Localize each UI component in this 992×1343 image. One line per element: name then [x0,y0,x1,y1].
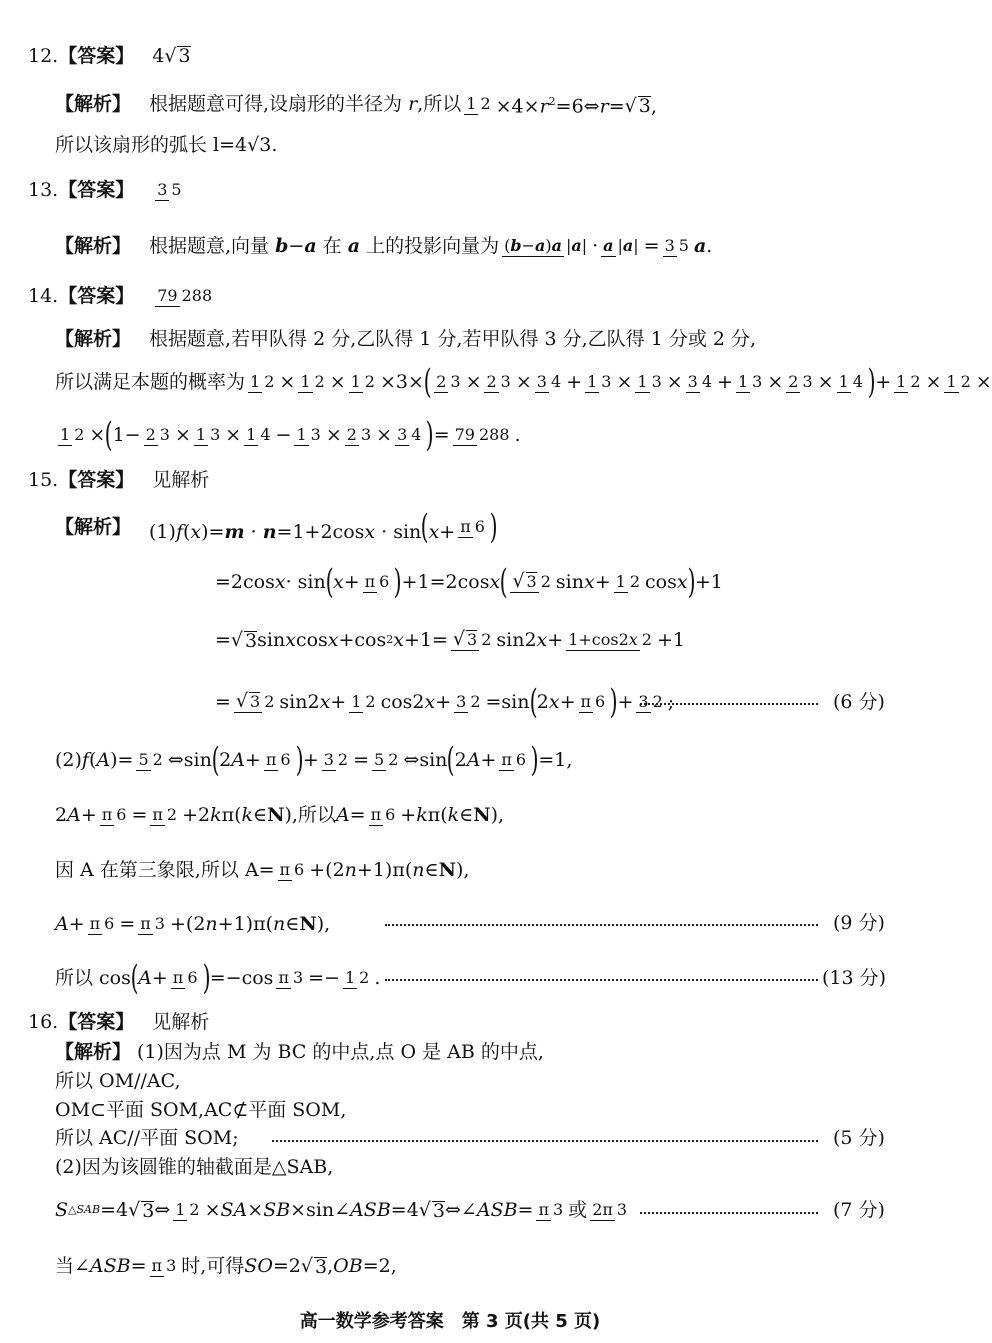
q13-analysis-line: 【解析】 根据题意,向量 b−a 在 a 上的投影向量为 (b−a)a |a| · a |a| = 3 5 a. [55,235,713,257]
q12-answer-line [28,44,191,68]
q12-line2: 所以该扇形的弧长 l=4√3. [55,134,278,156]
analysis-label: 【解析】 [55,1041,132,1063]
q15-answer-line [28,468,209,492]
answer-label: 【答案】 [58,1011,135,1033]
q16-line6: S △SAB =4 √ 3 ⇔ 1 2 × SA × SB ×sin∠ ASB =4 √ 3 ⇔∠ ASB = π 3 或 2π 3 [55,1199,628,1222]
q16-line3: OM⊂平面 SOM,AC⊄平面 SOM, [55,1099,347,1121]
score-13: (13 分) [822,967,887,989]
q14-analysis-line [55,327,756,351]
q16-analysis-line: 【解析】 (1)因为点 M 为 BC 的中点,点 O 是 AB 的中点, [55,1041,544,1063]
score-6: (6 分) [833,691,885,713]
q15-part2-line3: 因 A 在第三象限,所以 A= π 6 +(2 n +1)π( n ∈ N ), [55,859,470,881]
dot-leader [640,703,818,705]
q15-step2: =2cos x · sin ( x + π 6 ) +1=2cos x ( √ 3 2 sin x + 1 2 cos x ) +1 [215,562,723,602]
page-footer: 高一数学参考答案 第 3 页(共 5 页) [299,1311,601,1332]
analysis-label: 【解析】 [55,328,132,350]
q12-number: 12. [28,45,59,67]
q12-expr: ×4×r2=6⇔r=√ 3, [495,94,657,118]
score-9: (9 分) [833,912,885,934]
q12-analysis-line [55,84,657,124]
q14-formula-line2: 1 2 × ( 1− 2 3 × 1 3 × 1 4 − 1 3 × 2 3 × 3 4 ) = 79 288 . [60,415,521,455]
answer-label: 【答案】 [58,179,135,201]
q13-answer: 3 5 [157,180,182,199]
q16-answer: 见解析 [152,1011,210,1033]
q12-analysis-text: 根据题意可得,设扇形的半径为 r,所以 [149,93,462,115]
q15-part2-line5: 所以 cos ( A + π 6 ) =−cos π 3 =− 1 2 . [55,958,381,998]
q15-part2-line2: 2 A + π 6 = π 2 +2 k π( k ∈ N ),所以 A = π 6 + k π( k ∈ N ), [55,804,505,826]
q16-line2: 所以 OM//AC, [55,1070,181,1092]
q16-line5: (2)因为该圆锥的轴截面是△SAB, [55,1156,334,1178]
fraction: 1 2 [466,94,491,113]
dot-leader [385,979,818,981]
fraction: a |a| [603,236,639,255]
score-5: (5 分) [833,1127,885,1149]
q13-analysis-text: 根据题意,向量 b−a 在 a 上的投影向量为 [149,235,500,257]
dot-leader [640,1212,818,1214]
q13-answer-line [28,170,187,210]
q15-step4: = √ 3 2 sin2 x + 1 2 cos2 x + 3 2 =sin ( 2 x + π 6 ) + 3 2 ; [215,682,675,722]
analysis-label: 【解析】 [55,93,132,115]
answer-label: 【答案】 [58,469,135,491]
analysis-label: 【解析】 [55,516,132,538]
q16-number: 16. [28,1011,59,1033]
q15-step1: 【解析】 (1)f(x)=m · n=1+2cosx · sin(x+ π 6 ) [55,507,498,547]
q15-part2: (2) f ( A )= 5 2 ⇔sin ( 2 A + π 6 ) + 3 2 = 5 2 ⇔sin ( 2 A + π 6 ) =1, [55,740,573,780]
q16-line4: 所以 AC//平面 SOM; [55,1127,239,1149]
answer-label: 【答案】 [58,285,135,307]
fraction: (b−a)a |a| [504,236,588,255]
dot-leader [385,924,818,926]
q14-formula-line1: 所以满足本题的概率为 1 2 × 1 2 × 1 2 ×3× ( 2 3 × 2 3 × 3 4 + 1 3 × 1 3 × 3 4 + 1 3 × 2 3 × 1 4 ) + 1 2 × 1 2 × [55,362,992,402]
q12-answer: 4√ 3 [152,45,191,67]
q14-answer: 79 288 [157,286,213,305]
fraction: 3 5 [664,236,689,255]
dot-leader [272,1140,818,1142]
q14-line1: 根据题意,若甲队得 2 分,乙队得 1 分,若甲队得 3 分,乙队得 1 分或 2 分, [149,328,757,350]
analysis-label: 【解析】 [55,235,132,257]
q15-number: 15. [28,469,59,491]
score-7: (7 分) [833,1199,885,1221]
q16-line7: 当∠ ASB = π 3 时,可得 SO =2 √ 3 , OB =2, [55,1255,397,1278]
q13-number: 13. [28,179,59,201]
q16-answer-line [28,1010,209,1034]
answer-label: 【答案】 [58,45,135,67]
q14-number: 14. [28,285,59,307]
q15-part2-line4: A + π 6 = π 3 +(2 n +1)π( n ∈ N ), [55,913,331,935]
q15-step3: = √ 3 sin x cos x +cos 2 x +1= √ 3 2 sin2 x + 1+cos2x 2 +1 [215,628,685,652]
q15-answer: 见解析 [152,469,210,491]
q14-answer-line [28,276,217,316]
